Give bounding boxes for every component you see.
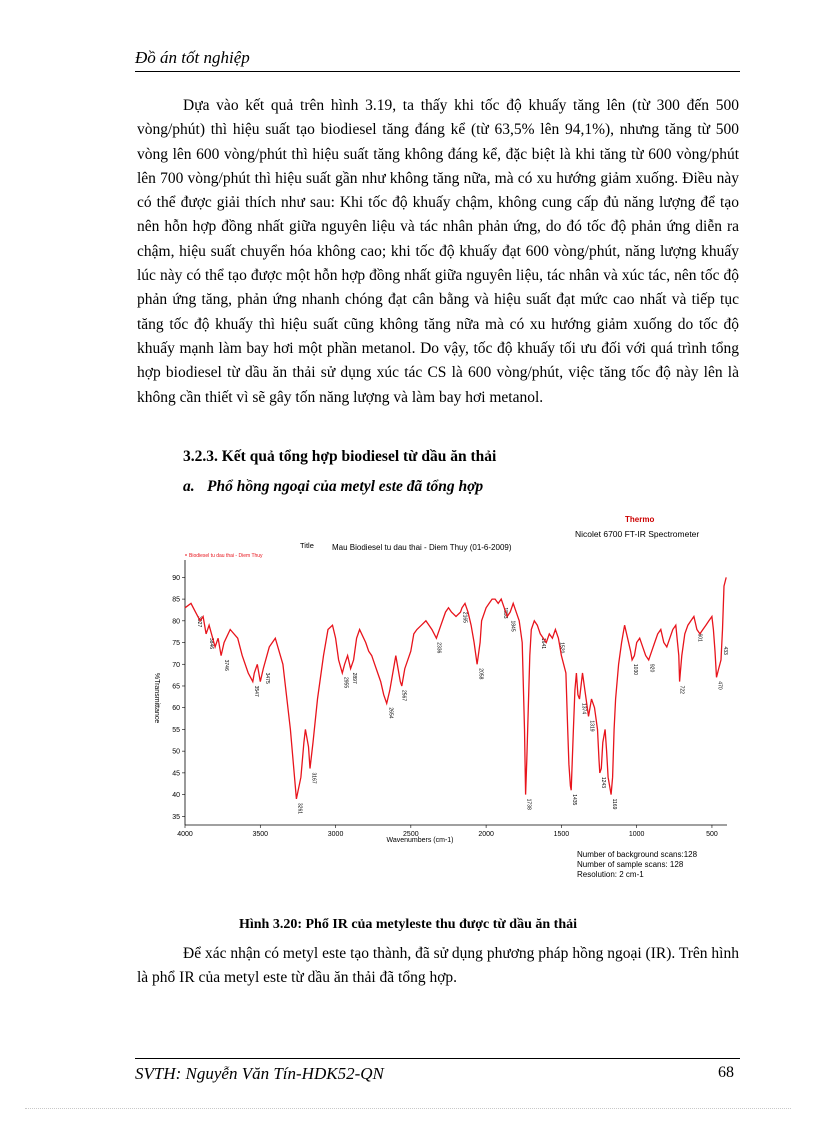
peak-label: 3167: [310, 772, 317, 784]
peak-label: 433: [722, 646, 728, 655]
peak-label: 2058: [477, 668, 484, 680]
peak-label: 1641: [540, 637, 547, 650]
y-tick-label: 60: [172, 705, 180, 713]
y-tick-label: 80: [172, 618, 180, 626]
peak-label: 2955: [342, 677, 349, 689]
peak-label: 1845: [509, 620, 516, 632]
peak-label: 2654: [387, 707, 394, 719]
y-tick-label: 70: [172, 661, 180, 669]
y-tick-label: 85: [172, 596, 180, 604]
footer-rule: [135, 1058, 740, 1059]
subsection-letter: a.: [183, 478, 195, 495]
page-header: [135, 48, 740, 68]
peak-label: 3927: [196, 616, 202, 628]
y-axis-label: %Transmittance: [153, 672, 160, 724]
peak-label: 1893: [502, 607, 509, 619]
peak-label: 2897: [351, 672, 358, 684]
peak-label: 1319: [588, 720, 595, 732]
peak-label: 1435: [571, 794, 578, 806]
peak-label: 601: [696, 633, 703, 642]
chart-title-label: Title: [300, 541, 314, 550]
x-tick-label: 500: [706, 831, 718, 838]
ir-spectrum-figure: [135, 510, 735, 890]
peak-label: 1169: [611, 798, 618, 810]
peak-label: 1520: [558, 642, 565, 654]
x-axis-label: Wavenumbers (cm-1): [386, 837, 454, 844]
body-paragraph-2: Để xác nhận có metyl este tạo thành, đã sử dụng phương pháp hồng ngoại (IR). Trên hình là phổ IR của metyl este từ dầu ăn thải đã tổng hợp.: [137, 945, 739, 987]
peak-label: 3846: [208, 637, 215, 650]
peak-label: 920: [648, 663, 655, 673]
ir-spectrum-chart: [135, 510, 735, 890]
peak-label: 1738: [525, 798, 532, 810]
y-tick-label: 75: [172, 640, 180, 648]
peak-label: 3746: [223, 659, 230, 671]
chart-title: Mau Biodiesel tu dau thai - Diem Thuy (01-6-2009): [332, 543, 512, 552]
page-edge-dotted: [25, 1108, 791, 1109]
x-tick-label: 4000: [177, 831, 193, 838]
instrument-name: Nicolet 6700 FT-IR Spectrometer: [575, 529, 700, 539]
info-resolution: Resolution: 2 cm-1: [577, 870, 644, 879]
x-tick-label: 3500: [252, 831, 269, 838]
y-tick-label: 65: [172, 683, 180, 691]
section-heading: 3.2.3. Kết quả tổng hợp biodiesel từ dầu ăn thải: [183, 448, 497, 465]
page-number: 68: [718, 1064, 734, 1081]
peak-label: 3261: [296, 802, 303, 815]
peak-label: 2165: [461, 611, 468, 623]
x-tick-label: 1500: [553, 831, 570, 838]
info-sample-scans: Number of sample scans: 128: [577, 860, 684, 869]
footer-author: SVTH: Nguyễn Văn Tín-HDK52-QN: [135, 1064, 384, 1083]
y-tick-label: 45: [172, 770, 180, 778]
y-tick-label: 40: [172, 792, 180, 800]
peak-label: 1374: [580, 703, 587, 715]
x-tick-label: 2000: [478, 831, 494, 838]
info-background-scans: Number of background scans:128: [577, 850, 698, 859]
peak-label: 722: [678, 685, 685, 694]
figure-caption: Hình 3.20: Phổ IR của metyleste thu được từ dầu ăn thải: [238, 917, 578, 932]
peak-label: 2336: [435, 642, 442, 654]
y-tick-label: 55: [172, 726, 180, 734]
y-tick-label: 35: [172, 813, 180, 821]
peak-label: 2567: [400, 690, 407, 702]
peak-label: 3547: [253, 685, 260, 697]
peak-label: 3475: [264, 672, 270, 684]
subsection-heading: [183, 478, 483, 496]
chart-axes: [172, 560, 727, 838]
x-tick-label: 2500: [403, 831, 419, 838]
subsection-title: Phổ hồng ngoại của metyl este đã tổng hợp: [207, 478, 484, 495]
legend-label: Biodiesel tu dau thai - Diem Thuy: [189, 553, 263, 559]
spectrum-line: [185, 577, 726, 799]
x-tick-label: 3000: [327, 831, 344, 838]
peak-label: 1243: [600, 776, 607, 789]
body-paragraph-1: Dựa vào kết quả trên hình 3.19, ta thấy khi tốc độ khuấy tăng lên (từ 300 đến 500 vòng/phút) thì hiệu suất tạo biodiesel tăng đáng kể (từ 63,5% lên 94,1%), nhưng tăng từ 500 vòng lên 600 vòng/phút thì hiệu suất tăng không đáng kể, đặc biệt là khi tăng từ 600 vòng/phút lên 700 vòng/phút thì hiệu suất gần như không tăng nữa, mà có xu hướng giảm xuống. Điều này có thể được giải thích như sau: Khi tốc độ khuấy chậm, không cung cấp đủ năng lượng để tạo nên hỗn hợp đồng nhất giữa nguyên liệu và tác nhân phản ứng, do đó tốc độ phản ứng diễn ra chậm, hiệu suất chuyển hóa không cao; khi tốc độ khuấy đạt 600 vòng/phút, năng lượng khuấy lúc này có thể tạo được một hỗn hợp đồng nhất giữa nguyên liệu, tác nhân và xúc tác, nên tốc độ phản ứng tăng, phản ứng nhanh chóng đạt cân bằng và hiệu suất đạt mức cao nhất và tiếp tục tăng tốc độ khuấy thì hiệu suất cũng không tăng nữa mà có xu hướng giảm xuống do tốc độ khuấy mạnh làm bay hơi một phần metanol. Do vậy, tốc độ khuấy tối ưu đối với quá trình tổng hợp biodiesel từ dầu ăn thải sử dụng xúc tác CS là 600 vòng/phút, việc tăng tốc độ này lên là không cần thiết vì sẽ gây tốn năng lượng và làm bay hơi metanol.: [137, 97, 739, 406]
y-tick-label: 90: [172, 574, 180, 582]
x-tick-label: 1000: [628, 831, 645, 838]
peak-label: 470: [716, 681, 723, 690]
header-rule: [135, 71, 740, 72]
brand-logo: Thermo: [625, 515, 655, 524]
y-tick-label: 50: [172, 748, 180, 756]
peak-label: 1030: [632, 663, 639, 676]
header-title: Đồ án tốt nghiệp: [135, 48, 250, 67]
